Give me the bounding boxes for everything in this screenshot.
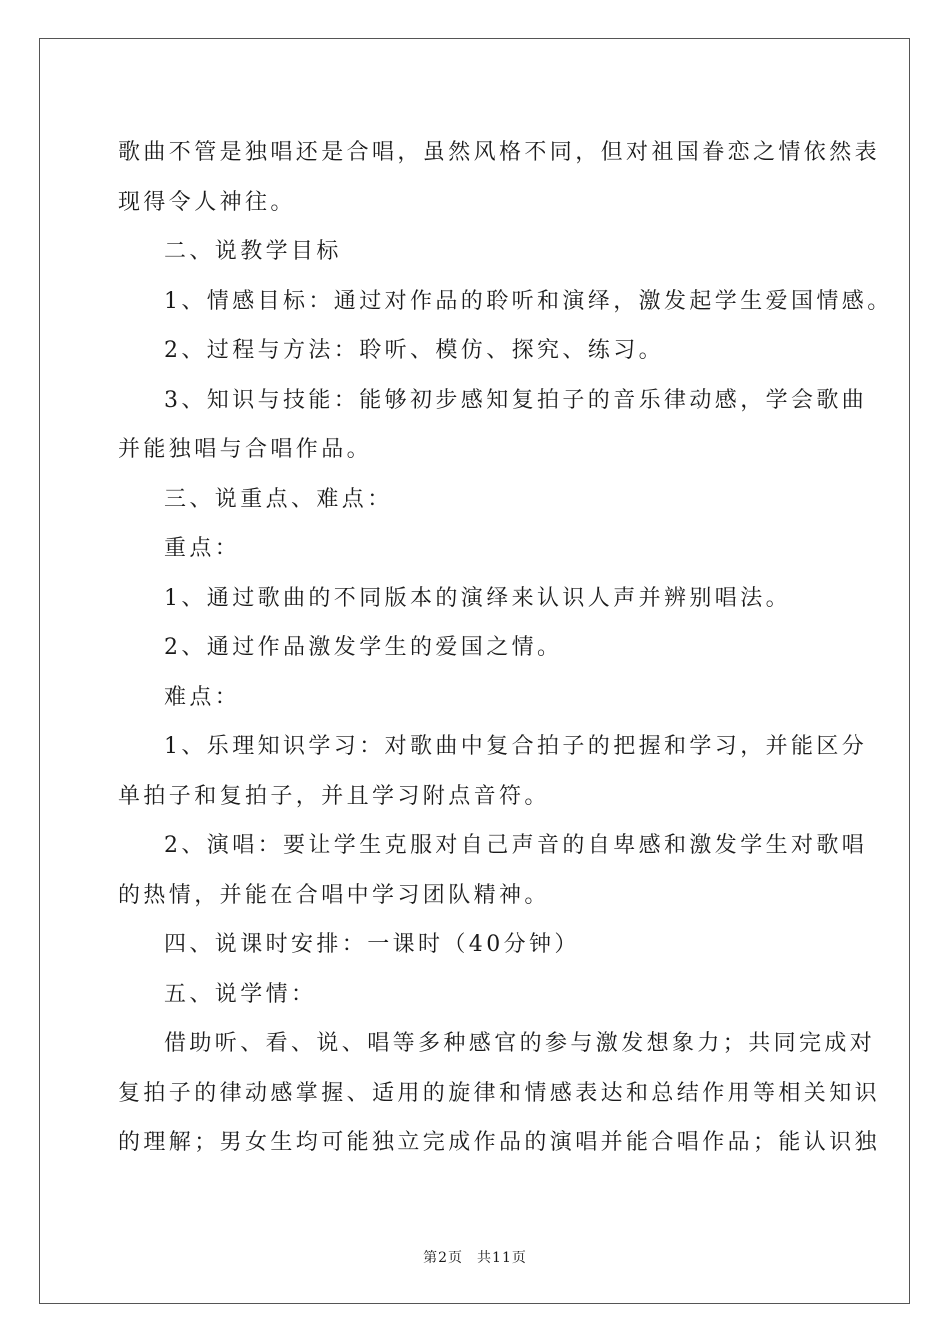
page-footer bbox=[0, 1247, 950, 1267]
paragraph-line: 1、通过歌曲的不同版本的演绎来认识人声并辨别唱法。 bbox=[164, 585, 791, 611]
section-heading: 二、说教学目标 bbox=[164, 239, 342, 264]
paragraph-line: 2、过程与方法：聆听、模仿、探究、练习。 bbox=[164, 338, 664, 363]
page-total: 共11页 bbox=[477, 1250, 527, 1266]
paragraph-line: 3、知识与技能：能够初步感知复拍子的音乐律动感，学会歌曲 bbox=[164, 387, 868, 413]
subheading: 重点： bbox=[164, 536, 241, 561]
paragraph-line: 1、乐理知识学习：对歌曲中复合拍子的把握和学习，并能区分 bbox=[164, 734, 868, 759]
section-heading: 四、说课时安排：一课时（40分钟） bbox=[164, 932, 580, 957]
paragraph-line: 歌曲不管是独唱还是合唱，虽然风格不同，但对祖国眷恋之情依然表 bbox=[118, 140, 881, 165]
paragraph-line: 借助听、看、说、唱等多种感官的参与激发想象力；共同完成对 bbox=[164, 1031, 876, 1056]
paragraph-line: 现得令人神往。 bbox=[118, 189, 296, 215]
subheading: 难点： bbox=[164, 684, 241, 710]
paragraph-line: 2、演唱：要让学生克服对自己声音的自卑感和激发学生对歌唱 bbox=[164, 833, 868, 858]
paragraph-line: 的理解；男女生均可能独立完成作品的演唱并能合唱作品；能认识独 bbox=[118, 1130, 881, 1155]
document-body bbox=[118, 128, 893, 1168]
section-heading: 五、说学情： bbox=[164, 981, 317, 1007]
paragraph-line: 1、情感目标：通过对作品的聆听和演绎，激发起学生爱国情感。 bbox=[164, 288, 893, 314]
paragraph-line: 单拍子和复拍子，并且学习附点音符。 bbox=[118, 783, 550, 809]
section-heading: 三、说重点、难点： bbox=[164, 486, 393, 512]
paragraph-line: 2、通过作品激发学生的爱国之情。 bbox=[164, 635, 563, 660]
paragraph-line: 复拍子的律动感掌握、适用的旋律和情感表达和总结作用等相关知识 bbox=[118, 1080, 881, 1106]
paragraph-line: 的热情，并能在合唱中学习团队精神。 bbox=[118, 882, 550, 908]
paragraph-line: 并能独唱与合唱作品。 bbox=[118, 437, 373, 462]
page-number: 第2页 bbox=[423, 1250, 464, 1266]
